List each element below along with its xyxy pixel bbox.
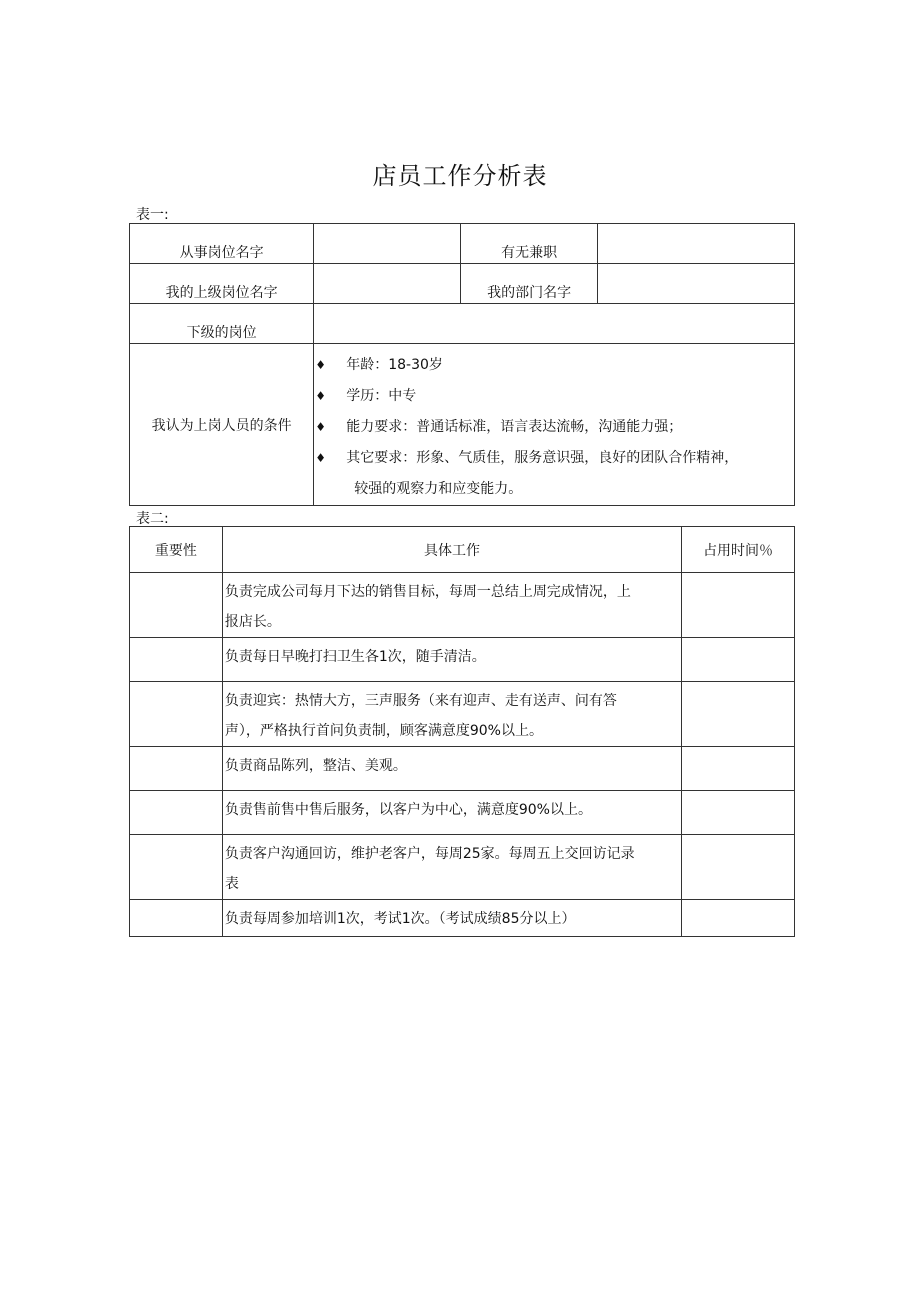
task-line: 负责每周参加培训1次，考试1次。（考试成绩85分以上）	[224, 911, 576, 927]
task-line: 负责完成公司每月下达的销售目标，每周一总结上周完成情况，上	[224, 584, 631, 600]
job-tasks-table	[129, 526, 795, 937]
conditions-label: 我认为上岗人员的条件	[130, 344, 314, 506]
position-info-table	[129, 223, 795, 506]
task-cell	[222, 747, 681, 791]
time-share-cell	[682, 835, 795, 900]
task-cell	[222, 638, 681, 682]
task-line: 负责售前售中售后服务，以客户为中心，满意度90%以上。	[224, 802, 592, 818]
task-line: 负责每日早晚打扫卫生各1次，随手清洁。	[224, 649, 486, 665]
table-row	[130, 682, 795, 747]
part-time-label: 有无兼职	[461, 224, 598, 264]
table-row	[130, 747, 795, 791]
position-name-value	[314, 224, 461, 264]
time-share-cell	[682, 682, 795, 747]
table-row	[130, 224, 795, 264]
conditions-list	[314, 344, 795, 506]
condition-continuation: 较强的观察力和应变能力。	[354, 481, 523, 497]
importance-cell	[130, 573, 223, 638]
diamond-bullet-icon: ♦	[315, 420, 326, 434]
condition-text: 年龄：18-30岁	[346, 357, 443, 373]
table-row	[130, 638, 795, 682]
time-share-header: 占用时间％	[682, 527, 795, 573]
task-cell	[222, 835, 681, 900]
table-one-caption: 表一:	[136, 207, 169, 223]
diamond-bullet-icon: ♦	[315, 389, 326, 403]
task-cell	[222, 791, 681, 835]
diamond-bullet-icon: ♦	[315, 451, 326, 465]
condition-text: 学历：中专	[346, 388, 417, 404]
task-cell	[222, 900, 681, 937]
task-cell	[222, 573, 681, 638]
table-two-caption: 表二:	[136, 511, 169, 527]
task-line: 负责商品陈列，整洁、美观。	[224, 758, 407, 774]
time-share-cell	[682, 747, 795, 791]
list-item	[314, 350, 794, 381]
task-line: 报店长。	[224, 614, 281, 630]
time-share-cell	[682, 573, 795, 638]
diamond-bullet-icon: ♦	[315, 358, 326, 372]
position-name-label: 从事岗位名字	[130, 224, 314, 264]
task-line: 表	[224, 876, 239, 892]
table-row	[130, 344, 795, 506]
page-title: 店员工作分析表	[372, 162, 548, 191]
table-row	[130, 264, 795, 304]
task-line: 负责迎宾：热情大方，三声服务（来有迎声、走有送声、问有答	[224, 693, 617, 709]
condition-text: 其它要求：形象、气质佳，服务意识强，良好的团队合作精神，	[346, 450, 739, 466]
superior-position-label: 我的上级岗位名字	[130, 264, 314, 304]
table-header-row	[130, 527, 795, 573]
importance-cell	[130, 682, 223, 747]
condition-text: 能力要求：普通话标准，语言表达流畅，沟通能力强；	[346, 419, 683, 435]
subordinate-position-value	[314, 304, 795, 344]
table-row	[130, 791, 795, 835]
importance-cell	[130, 900, 223, 937]
part-time-value	[598, 224, 795, 264]
importance-cell	[130, 747, 223, 791]
time-share-cell	[682, 791, 795, 835]
time-share-cell	[682, 638, 795, 682]
table-row	[130, 573, 795, 638]
importance-cell	[130, 791, 223, 835]
table-row	[130, 835, 795, 900]
importance-header: 重要性	[130, 527, 223, 573]
superior-position-value	[314, 264, 461, 304]
importance-cell	[130, 638, 223, 682]
table-row	[130, 304, 795, 344]
importance-cell	[130, 835, 223, 900]
work-header: 具体工作	[222, 527, 681, 573]
subordinate-position-label: 下级的岗位	[130, 304, 314, 344]
time-share-cell	[682, 900, 795, 937]
department-name-value	[598, 264, 795, 304]
task-line: 负责客户沟通回访，维护老客户，每周25家。每周五上交回访记录	[224, 846, 635, 862]
department-name-label: 我的部门名字	[461, 264, 598, 304]
list-item	[314, 412, 794, 443]
task-line: 声），严格执行首问负责制，顾客满意度90%以上。	[224, 723, 543, 739]
list-item	[314, 381, 794, 412]
task-cell	[222, 682, 681, 747]
table-row	[130, 900, 795, 937]
list-item	[314, 443, 794, 474]
